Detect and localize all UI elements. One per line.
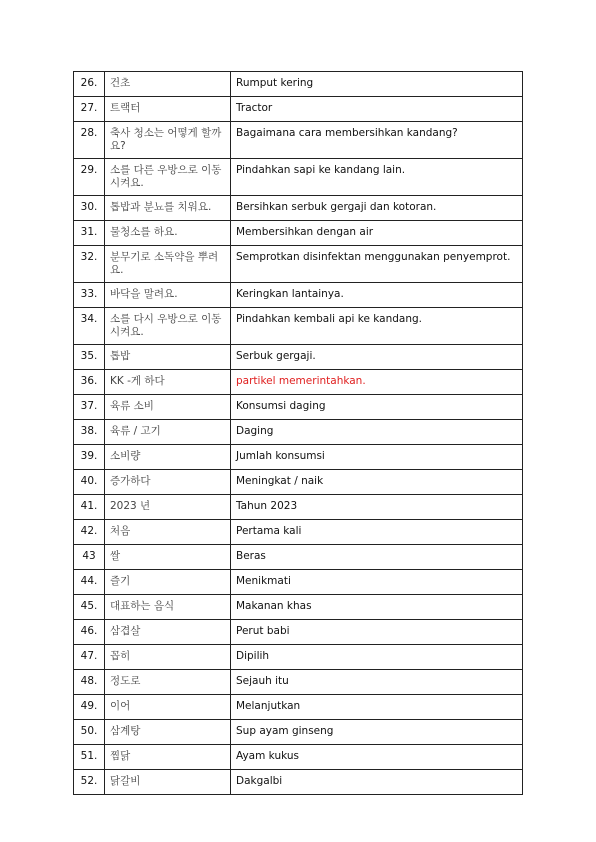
row-number-cell: 35.: [74, 345, 105, 370]
table-row: [74, 670, 523, 695]
row-number-cell: 47.: [74, 645, 105, 670]
indonesian-translation-cell: Serbuk gergaji.: [231, 345, 523, 370]
table-row: [74, 395, 523, 420]
indonesian-translation-cell: Meningkat / naik: [231, 470, 523, 495]
table-row: [74, 470, 523, 495]
row-number-cell: 28.: [74, 122, 105, 159]
korean-term-cell: 이어: [105, 695, 231, 720]
row-number-cell: 31.: [74, 221, 105, 246]
table-row: [74, 370, 523, 395]
row-number-cell: 42.: [74, 520, 105, 545]
indonesian-translation-cell: Pindahkan sapi ke kandang lain.: [231, 159, 523, 196]
table-row: [74, 745, 523, 770]
indonesian-translation-cell: Daging: [231, 420, 523, 445]
table-row: [74, 97, 523, 122]
korean-term-cell: 꼽히: [105, 645, 231, 670]
korean-term-cell: 분무기로 소독약을 뿌려요.: [105, 246, 231, 283]
indonesian-translation-cell: Bersihkan serbuk gergaji dan kotoran.: [231, 196, 523, 221]
table-row: [74, 720, 523, 745]
korean-term-cell: KK -게 하다: [105, 370, 231, 395]
indonesian-translation-cell: partikel memerintahkan.: [231, 370, 523, 395]
indonesian-translation-cell: Pindahkan kembali api ke kandang.: [231, 308, 523, 345]
korean-term-cell: 찜닭: [105, 745, 231, 770]
vocabulary-table-body: [74, 72, 523, 795]
korean-term-cell: 건초: [105, 72, 231, 97]
korean-term-cell: 바닥을 말려요.: [105, 283, 231, 308]
table-row: [74, 221, 523, 246]
korean-term-cell: 트랙터: [105, 97, 231, 122]
korean-term-cell: 육류 소비: [105, 395, 231, 420]
indonesian-translation-cell: Dipilih: [231, 645, 523, 670]
table-row: [74, 645, 523, 670]
indonesian-translation-cell: Konsumsi daging: [231, 395, 523, 420]
indonesian-translation-cell: Rumput kering: [231, 72, 523, 97]
table-row: [74, 420, 523, 445]
table-row: [74, 122, 523, 159]
row-number-cell: 45.: [74, 595, 105, 620]
indonesian-translation-cell: Sejauh itu: [231, 670, 523, 695]
table-row: [74, 495, 523, 520]
row-number-cell: 48.: [74, 670, 105, 695]
row-number-cell: 39.: [74, 445, 105, 470]
indonesian-translation-cell: Makanan khas: [231, 595, 523, 620]
row-number-cell: 44.: [74, 570, 105, 595]
korean-term-cell: 처음: [105, 520, 231, 545]
indonesian-translation-cell: Dakgalbi: [231, 770, 523, 795]
indonesian-translation-cell: Ayam kukus: [231, 745, 523, 770]
indonesian-translation-cell: Membersihkan dengan air: [231, 221, 523, 246]
korean-term-cell: 소를 다른 우방으로 이동시켜요.: [105, 159, 231, 196]
table-row: [74, 445, 523, 470]
row-number-cell: 37.: [74, 395, 105, 420]
indonesian-translation-cell: Perut babi: [231, 620, 523, 645]
indonesian-translation-cell: Sup ayam ginseng: [231, 720, 523, 745]
row-number-cell: 34.: [74, 308, 105, 345]
korean-term-cell: 정도로: [105, 670, 231, 695]
row-number-cell: 40.: [74, 470, 105, 495]
row-number-cell: 49.: [74, 695, 105, 720]
korean-term-cell: 2023 년: [105, 495, 231, 520]
row-number-cell: 33.: [74, 283, 105, 308]
indonesian-translation-cell: Menikmati: [231, 570, 523, 595]
row-number-cell: 46.: [74, 620, 105, 645]
table-row: [74, 246, 523, 283]
korean-term-cell: 축사 청소는 어떻게 할까요?: [105, 122, 231, 159]
table-row: [74, 595, 523, 620]
indonesian-translation-cell: Tractor: [231, 97, 523, 122]
korean-term-cell: 대표하는 음식: [105, 595, 231, 620]
table-row: [74, 72, 523, 97]
korean-term-cell: 소비량: [105, 445, 231, 470]
table-row: [74, 620, 523, 645]
table-row: [74, 545, 523, 570]
row-number-cell: 38.: [74, 420, 105, 445]
row-number-cell: 51.: [74, 745, 105, 770]
table-row: [74, 345, 523, 370]
korean-term-cell: 쌀: [105, 545, 231, 570]
vocabulary-table: [73, 71, 523, 795]
row-number-cell: 30.: [74, 196, 105, 221]
row-number-cell: 27.: [74, 97, 105, 122]
table-row: [74, 308, 523, 345]
indonesian-translation-cell: Beras: [231, 545, 523, 570]
row-number-cell: 36.: [74, 370, 105, 395]
table-row: [74, 570, 523, 595]
indonesian-translation-cell: Jumlah konsumsi: [231, 445, 523, 470]
indonesian-translation-cell: Bagaimana cara membersihkan kandang?: [231, 122, 523, 159]
indonesian-translation-cell: Pertama kali: [231, 520, 523, 545]
korean-term-cell: 즐기: [105, 570, 231, 595]
row-number-cell: 43: [74, 545, 105, 570]
indonesian-translation-cell: Semprotkan disinfektan menggunakan penyemprot.: [231, 246, 523, 283]
korean-term-cell: 삼겹살: [105, 620, 231, 645]
table-row: [74, 770, 523, 795]
korean-term-cell: 소를 다시 우방으로 이동시켜요.: [105, 308, 231, 345]
table-row: [74, 159, 523, 196]
indonesian-translation-cell: Melanjutkan: [231, 695, 523, 720]
korean-term-cell: 삼계탕: [105, 720, 231, 745]
table-row: [74, 196, 523, 221]
row-number-cell: 41.: [74, 495, 105, 520]
korean-term-cell: 증가하다: [105, 470, 231, 495]
table-row: [74, 695, 523, 720]
korean-term-cell: 닭갈비: [105, 770, 231, 795]
table-row: [74, 520, 523, 545]
indonesian-translation-cell: Keringkan lantainya.: [231, 283, 523, 308]
table-row: [74, 283, 523, 308]
row-number-cell: 32.: [74, 246, 105, 283]
korean-term-cell: 물청소를 하요.: [105, 221, 231, 246]
row-number-cell: 29.: [74, 159, 105, 196]
row-number-cell: 26.: [74, 72, 105, 97]
korean-term-cell: 톱밥과 분뇨를 치워요.: [105, 196, 231, 221]
row-number-cell: 52.: [74, 770, 105, 795]
indonesian-translation-cell: Tahun 2023: [231, 495, 523, 520]
row-number-cell: 50.: [74, 720, 105, 745]
korean-term-cell: 육류 / 고기: [105, 420, 231, 445]
korean-term-cell: 톱밥: [105, 345, 231, 370]
